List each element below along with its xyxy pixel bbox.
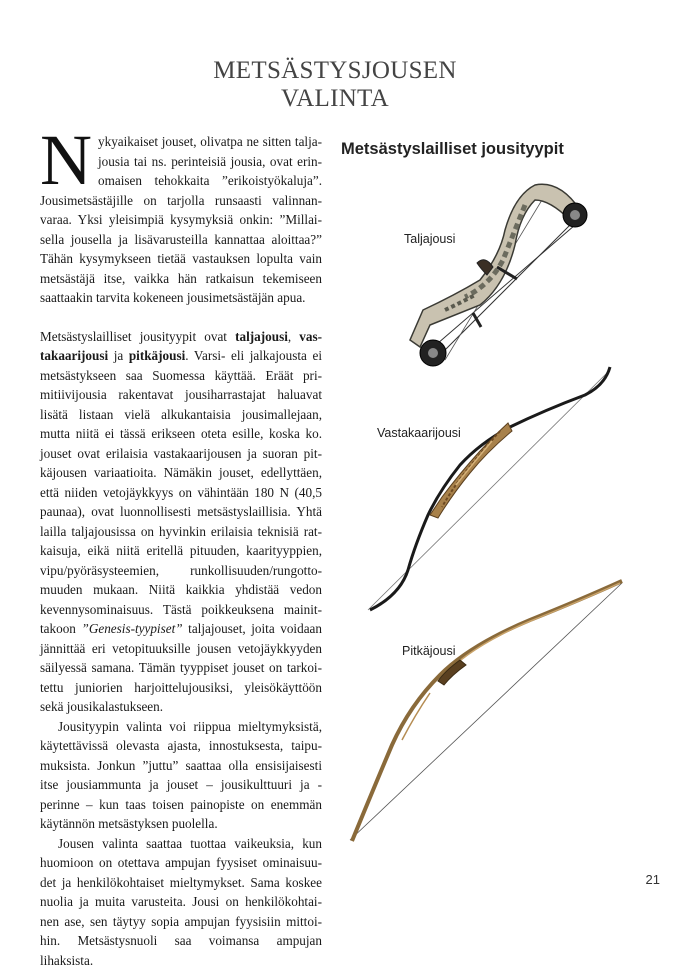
drop-cap: N — [40, 132, 92, 188]
paragraph-2-text-a: Metsästyslailliset jousityypit ovat — [40, 329, 235, 344]
paragraph-3: Jousityypin valinta voi riippua mieltymyksistä, käytettävissä olevasta ajasta, innostuksesta, taipu-muksista. Jonkun ”juttu” saattaa olla ensisijaisesti itse jousiammunta ja jouset – jousikulttuuri ja -perinne – kun taas toisen painopiste on enemmän käytännön metsästyksen puolella. — [40, 717, 322, 834]
paragraph-1-text: ykyaikaiset jouset, olivatpa ne sitten talja-jousia tai ns. perinteisiä jousia, ovat erin-omaisen tehokkaita ”erikoistyökaluja”. Jousimetsästäjille on tarjolla runsaasti valinnan-varaa. Yksi yleisimpiä kysymyksiä onkin: ”Millai-sella jousella ja lisävarusteilla kannattaa aloittaa?” Tähän kysymykseen tietää vastauksen lopulta vain metsästäjä itse, vaikka hän ratkaisun tekemiseen saattaakin tarvita kokeneen jousimetsästäjän apua. — [40, 134, 322, 305]
paragraph-4: Jousen valinta saattaa tuottaa vaikeuksia, kun huomioon on otettava ampujan fyysiset ominaisuu-det ja henkilökohtaiset mieltymykset. Sama koskee nuolia ja muita varusteita. Jousi on henkilökohtai-nen ase, sen täytyy sopia ampujan fyysisiin mittoi-hin. Metsästysnuoli saa voimansa ampujan lihaksista. — [40, 834, 322, 970]
page-number: 21 — [646, 872, 660, 887]
paragraph-1 — [40, 132, 322, 308]
sidebar-heading: Metsästyslailliset jousityypit — [341, 140, 681, 159]
paragraph-2-text-c: , — [288, 329, 299, 344]
longbow-illustration — [330, 575, 630, 850]
page-title — [0, 57, 670, 113]
title-line-2: VALINTA — [0, 85, 670, 113]
compound-bow-illustration — [385, 175, 605, 385]
term-genesis: ”Genesis-tyypiset” — [81, 621, 182, 636]
article-column — [40, 132, 322, 970]
term-taljajousi: taljajousi — [235, 329, 288, 344]
paragraph-2-text-i: taljajouset, joita voidaan jännittää eri vetopituuksille jousen vetojäykkyyden säilyessä samana. Tämän tyyppiset jouset on tarkoi-tettu juniorien harjoittelujousiksi, yleisökäyttöön sekä jousikalastukseen. — [40, 621, 322, 714]
bow-label-vastakaarijousi: Vastakaarijousi — [377, 426, 461, 440]
paragraph-2 — [40, 327, 322, 717]
title-line-1: METSÄSTYSJOUSEN — [0, 57, 670, 85]
bow-label-pitkajousi: Pitkäjousi — [402, 644, 456, 658]
paragraph-2-text-e: ja — [108, 348, 129, 363]
bow-label-taljajousi: Taljajousi — [404, 232, 455, 246]
term-vastakaarijousi: vas-takaarijousi — [40, 329, 322, 364]
paragraph-2-text-g: . Varsi- eli jalkajousta ei metsästykseen saa Suomessa käyttää. Eräät pri-mitiivijousia rakentavat jousiharrastajat haluavat lisätä listaan vielä alkukantaisia jousimallejaan, mutta niitä ei tässä erikseen oteta esille, koska ko. jouset ovat erilaisia vastakaarijousen ja suoran pit-käjousen variaatioita. Nämäkin jouset, edellyttäen, että niiden vetojäykkyys on vähintään 180 N (40,5 paunaa), ovat luonnollisesti metsästyslaillisia. Yhtä lailla taljajousissa on hyvinkin erilaisia teknisiä rat-kaisuja, eikä niitä eritellä pituuden, kaarityyppien, vipu/pyöräsysteemien, runkollisuuden/rungotto-muuden mukaan. Niitä kaikkia yhdistää vedon kevennysominaisuus. Tästä poikkeuksena mainit-takoon — [40, 348, 322, 636]
term-pitkajousi: pitkäjousi — [129, 348, 185, 363]
